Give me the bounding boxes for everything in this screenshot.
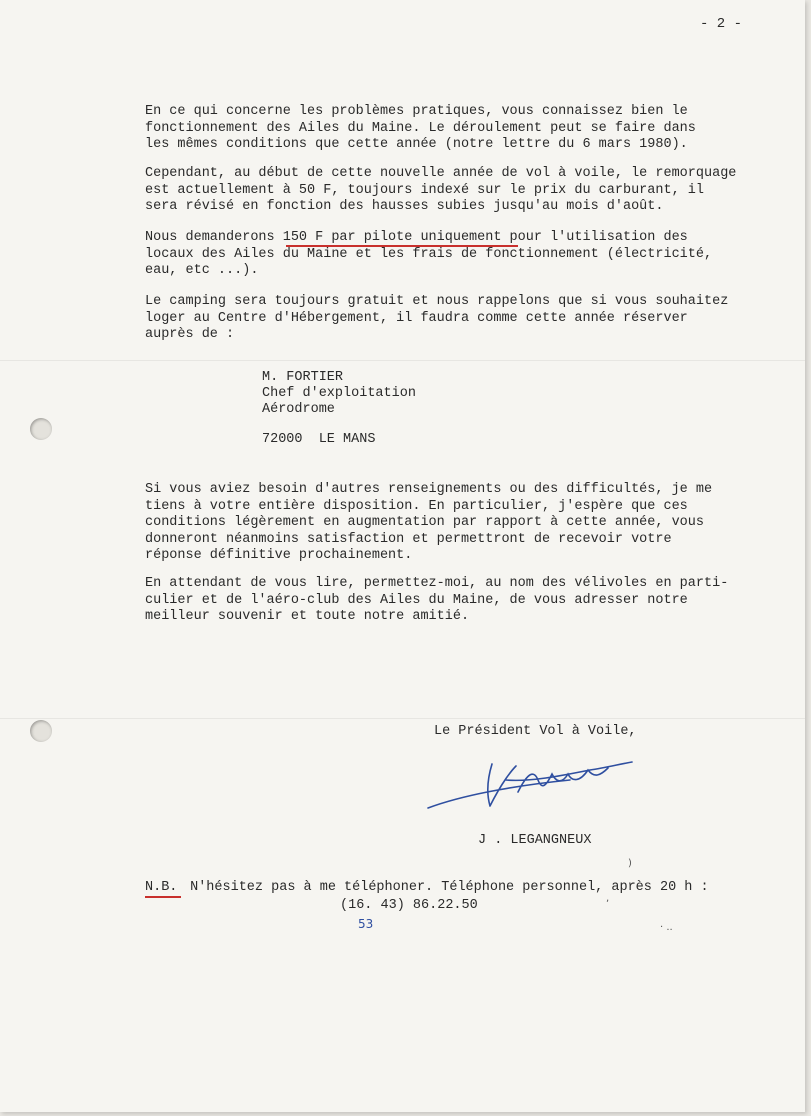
signatory-name: J . LEGANGNEUX — [478, 833, 592, 848]
punch-hole — [30, 720, 52, 742]
closing-salutation: Le Président Vol à Voile, — [434, 724, 637, 739]
postscript-text: N'hésitez pas à me téléphoner. Téléphone personnel, après 20 h : — [182, 880, 709, 895]
stray-mark: ) — [628, 858, 632, 869]
postscript-label: N.B. — [145, 880, 178, 895]
handwritten-area-code: 53 — [358, 917, 374, 931]
paper-fold — [0, 718, 805, 719]
address-title: Chef d'exploitation — [262, 386, 416, 401]
nb-underline — [145, 896, 181, 898]
stray-mark: , — [606, 893, 610, 904]
paragraph-fees: Nous demanderons 150 F par pilote uniquement pour l'utilisation des locaux des Ailes du Maine et les frais de fonctionnement (électricité, eau, etc ...). — [145, 230, 713, 278]
paragraph-practical: En ce qui concerne les problèmes pratiques, vous connaissez bien le fonctionnement des Ailes du Maine. Le déroulement peut se faire dans les mêmes conditions que cette année (notre lettre du 6 mars 1980). — [145, 104, 696, 152]
punch-hole — [30, 418, 52, 440]
paragraph-camping: Le camping sera toujours gratuit et nous rappelons que si vous souhaitez loger au Centre d'Hébergement, il faudra comme cette année réserver auprès de : — [145, 294, 729, 342]
paragraph-towing: Cependant, au début de cette nouvelle année de vol à voile, le remorquage est actuellement à 50 F, toujours indexé sur le prix du carburant, il sera révisé en fonction des hausses subies jusqu'au mois d'août. — [145, 166, 737, 214]
paragraph-closing: En attendant de vous lire, permettez-moi, au nom des vélivoles en parti- culier et de l'aéro-club des Ailes du Maine, de vous adresser notre meilleur souvenir et toute notre amitié. — [145, 576, 729, 624]
stray-mark: · .. — [660, 922, 673, 933]
phone-number: (16. 43) 86.22.50 — [340, 898, 478, 913]
address-name: M. FORTIER — [262, 370, 344, 385]
address-place: Aérodrome — [262, 402, 335, 417]
address-city: 72000 LE MANS — [262, 432, 376, 447]
handwritten-signature — [420, 752, 640, 822]
page-number: - 2 - — [700, 16, 743, 32]
fee-underline — [286, 245, 518, 247]
paper-fold — [0, 360, 805, 361]
paragraph-information: Si vous aviez besoin d'autres renseignements ou des difficultés, je me tiens à votre entière disposition. En particulier, j'espère que ces conditions légèrement en augmentation par rapport à cette année, vous donneront néanmoins satisfaction et permettront de recevoir votre réponse définitive prochainement. — [145, 482, 713, 563]
